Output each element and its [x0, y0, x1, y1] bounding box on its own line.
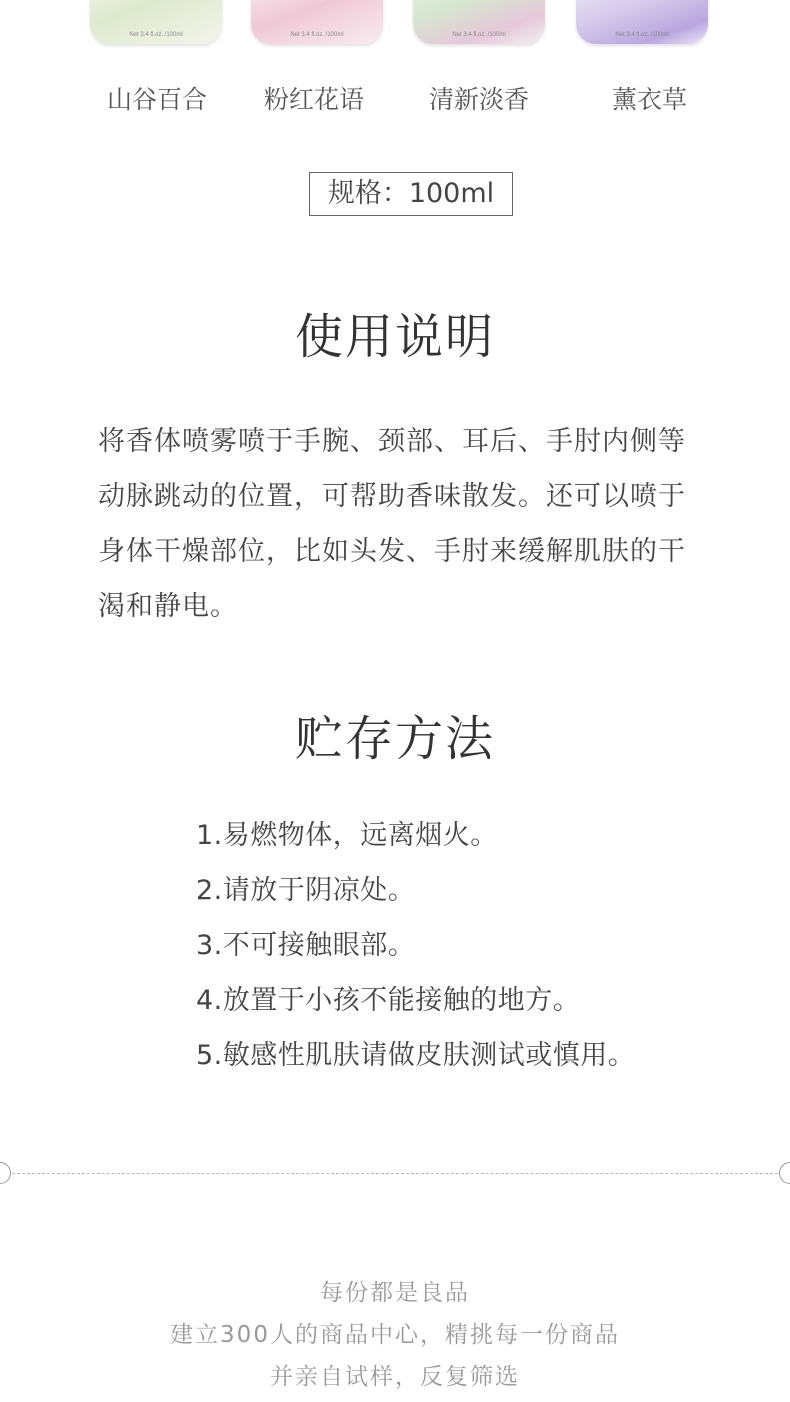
- footer-line: 每份都是良品: [320, 1280, 470, 1306]
- product-image-lily[interactable]: [90, 0, 222, 44]
- product-image-fresh[interactable]: [413, 0, 545, 44]
- bottle-label: Net 3.4 fl.oz. /100ml: [452, 32, 506, 38]
- product-thumbnails: [0, 0, 790, 50]
- storage-item: 2.请放于阴凉处。: [196, 875, 416, 906]
- storage-item: 4.放置于小孩不能接触的地方。: [196, 985, 581, 1016]
- usage-heading: 使用说明: [294, 309, 495, 365]
- product-name: 清新淡香: [429, 85, 530, 114]
- dashed-divider: [12, 1173, 778, 1174]
- divider-notch-right: [779, 1162, 790, 1184]
- storage-list: [196, 812, 756, 1087]
- divider-notch-left: [0, 1162, 11, 1184]
- footer-line: 建立300人的商品中心，精挑每一份商品: [170, 1322, 620, 1348]
- product-name: 山谷百合: [107, 85, 208, 114]
- storage-heading: 贮存方法: [294, 711, 495, 767]
- product-image-lavender[interactable]: [576, 0, 708, 44]
- product-name-row: [0, 80, 790, 114]
- product-image-pink-floral[interactable]: [251, 0, 383, 44]
- footer-line: 并亲自试样，反复筛选: [270, 1364, 520, 1390]
- usage-text: 将香体喷雾喷于手腕、颈部、耳后、手肘内侧等动脉跳动的位置，可帮助香味散发。还可以喷于身体干燥部位，比如头发、手肘来缓解肌肤的干渴和静电。: [98, 426, 686, 622]
- bottle-label: Net 3.4 fl.oz. /100ml: [290, 32, 344, 38]
- product-name: 粉红花语: [264, 85, 365, 114]
- storage-item: 5.敏感性肌肤请做皮肤测试或慎用。: [196, 1040, 636, 1071]
- bottle-label: Net 3.4 fl.oz. /100ml: [129, 32, 183, 38]
- brand-footer: [0, 1276, 790, 1402]
- storage-item: 1.易燃物体，远离烟火。: [196, 820, 498, 851]
- bottle-label: Net 3.4 fl.oz. /100ml: [615, 32, 669, 38]
- spec-badge: 规格：100ml: [309, 172, 513, 216]
- storage-item: 3.不可接触眼部。: [196, 930, 416, 961]
- product-name: 薰衣草: [612, 85, 688, 114]
